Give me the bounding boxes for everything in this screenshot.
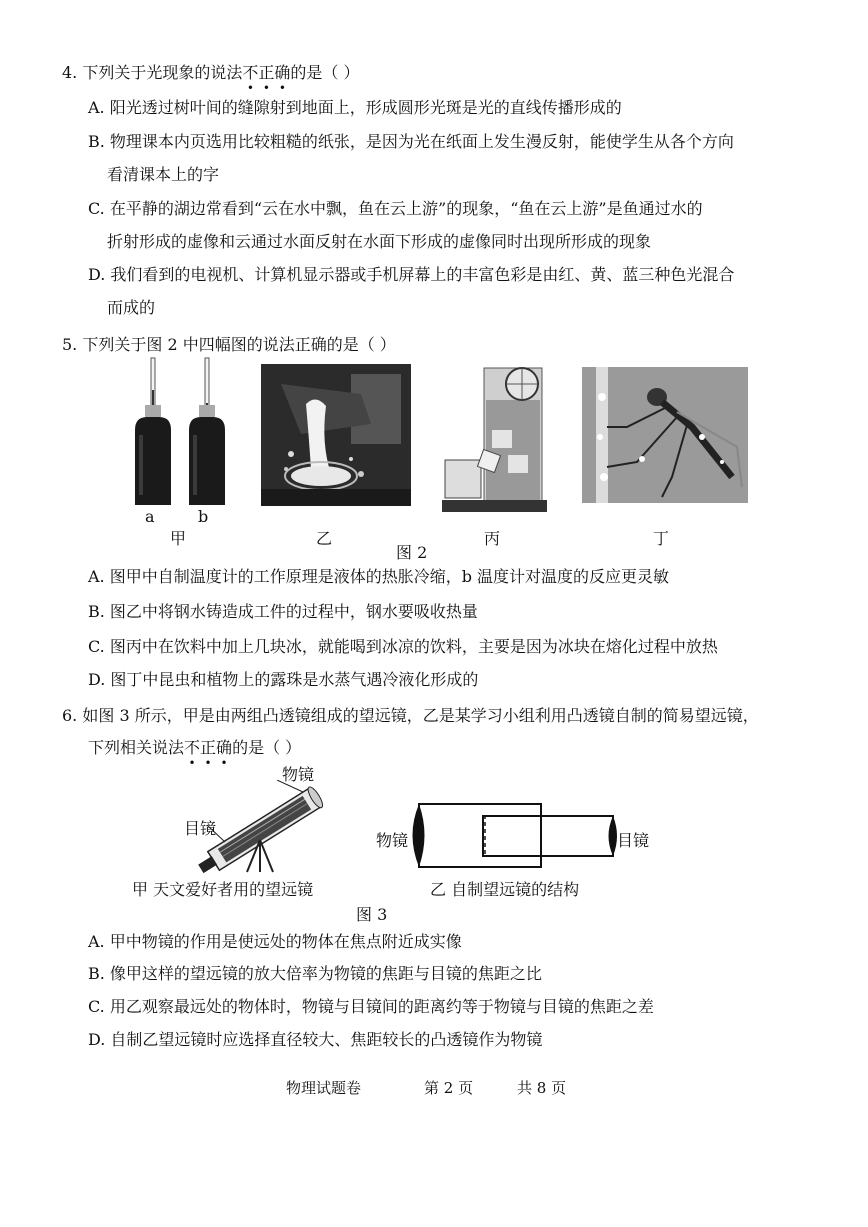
q4-option-d-line1: D. 我们看到的电视机、计算机显示器或手机屏幕上的丰富色彩是由红、黄、蓝三种色光混合 bbox=[88, 265, 735, 284]
figure-3-yi-eyepiece-label: 目镜 bbox=[617, 831, 650, 850]
q6-stem-line2: 下列相关说法不正确的是（ ） bbox=[88, 738, 302, 757]
figure-2-label-bing: 丙 bbox=[484, 529, 501, 548]
figure-3-jia-caption: 甲 天文爱好者用的望远镜 bbox=[132, 880, 314, 899]
emphasis-char: 正 bbox=[200, 738, 217, 757]
q6-option-a: A. 甲中物镜的作用是使远处的物体在焦点附近成实像 bbox=[88, 932, 462, 951]
q6-option-b: B. 像甲这样的望远镜的放大倍率为物镜的焦距与目镜的焦距之比 bbox=[88, 964, 542, 983]
emphasis-char: 不 bbox=[184, 738, 201, 757]
q5-option-c: C. 图丙中在饮料中加上几块冰，就能喝到冰凉的饮料，主要是因为冰块在熔化过程中放热 bbox=[88, 637, 718, 656]
emphasis-char: 确 bbox=[274, 63, 291, 82]
q5-option-b: B. 图乙中将钢水铸造成工件的过程中，钢水要吸收热量 bbox=[88, 602, 478, 621]
q4-option-c-line1: C. 在平静的湖边常看到“云在水中飘，鱼在云上游”的现象，“鱼在云上游”是鱼通过水的 bbox=[88, 199, 703, 218]
figure-2-label-ding: 丁 bbox=[653, 529, 670, 548]
figure-2-ding-insect-dew-photo bbox=[582, 367, 748, 503]
q6-option-d: D. 自制乙望远镜时应选择直径较大、焦距较长的凸透镜作为物镜 bbox=[88, 1030, 543, 1049]
q4-option-d-line2: 而成的 bbox=[107, 298, 156, 317]
figure-2-caption: 图 2 bbox=[396, 543, 428, 562]
q4-option-c-line2: 折射形成的虚像和云通过水面反射在水面下形成的虚像同时出现所形成的现象 bbox=[107, 232, 652, 251]
q4-option-b-line2: 看清课本上的字 bbox=[107, 165, 220, 184]
footer-total-pages: 共 8 页 bbox=[517, 1079, 567, 1097]
footer-page-number: 第 2 页 bbox=[424, 1079, 474, 1097]
figure-3-jia-eyepiece-label: 目镜 bbox=[184, 819, 217, 838]
q5-option-d: D. 图丁中昆虫和植物上的露珠是水蒸气遇冷液化形成的 bbox=[88, 670, 479, 689]
footer-subject: 物理试题卷 bbox=[286, 1079, 362, 1097]
q5-option-a: A. 图甲中自制温度计的工作原理是液体的热胀冷缩，b 温度计对温度的反应更灵敏 bbox=[88, 567, 670, 586]
figure-2-yi-molten-steel-photo bbox=[261, 364, 411, 506]
figure-3-jia-objective-label: 物镜 bbox=[282, 765, 315, 784]
figure-3-yi-telescope-structure bbox=[408, 802, 623, 872]
figure-2-jia-thermometers bbox=[125, 355, 235, 510]
figure-2-label-a: a bbox=[145, 507, 155, 526]
q4-option-b-line1: B. 物理课本内页选用比较粗糙的纸张，是因为光在纸面上发生漫反射，能使学生从各个方向 bbox=[88, 132, 734, 151]
figure-2-label-yi: 乙 bbox=[316, 529, 333, 548]
emphasis-char: 确 bbox=[216, 738, 233, 757]
emphasis-char: 正 bbox=[258, 63, 275, 82]
q5-stem: 5. 下列关于图 2 中四幅图的说法正确的是（ ） bbox=[62, 335, 396, 354]
figure-3-yi-objective-label: 物镜 bbox=[376, 831, 409, 850]
figure-3-caption: 图 3 bbox=[356, 905, 388, 924]
figure-2-label-b: b bbox=[198, 507, 209, 526]
q4-option-a: A. 阳光透过树叶间的缝隙射到地面上，形成圆形光斑是光的直线传播形成的 bbox=[88, 98, 622, 117]
emphasis-char: 不 bbox=[242, 63, 259, 82]
figure-3-yi-caption: 乙 自制望远镜的结构 bbox=[430, 880, 580, 899]
q4-stem: 4. 下列关于光现象的说法不正确的是（ ） bbox=[62, 63, 360, 82]
figure-2-bing-iced-drink-photo bbox=[442, 360, 547, 512]
q6-option-c: C. 用乙观察最远处的物体时，物镜与目镜间的距离约等于物镜与目镜的焦距之差 bbox=[88, 997, 654, 1016]
figure-2-label-jia: 甲 bbox=[170, 529, 187, 548]
q6-stem-line1: 6. 如图 3 所示，甲是由两组凸透镜组成的望远镜，乙是某学习小组利用凸透镜自制的简易望远镜， bbox=[62, 706, 759, 725]
